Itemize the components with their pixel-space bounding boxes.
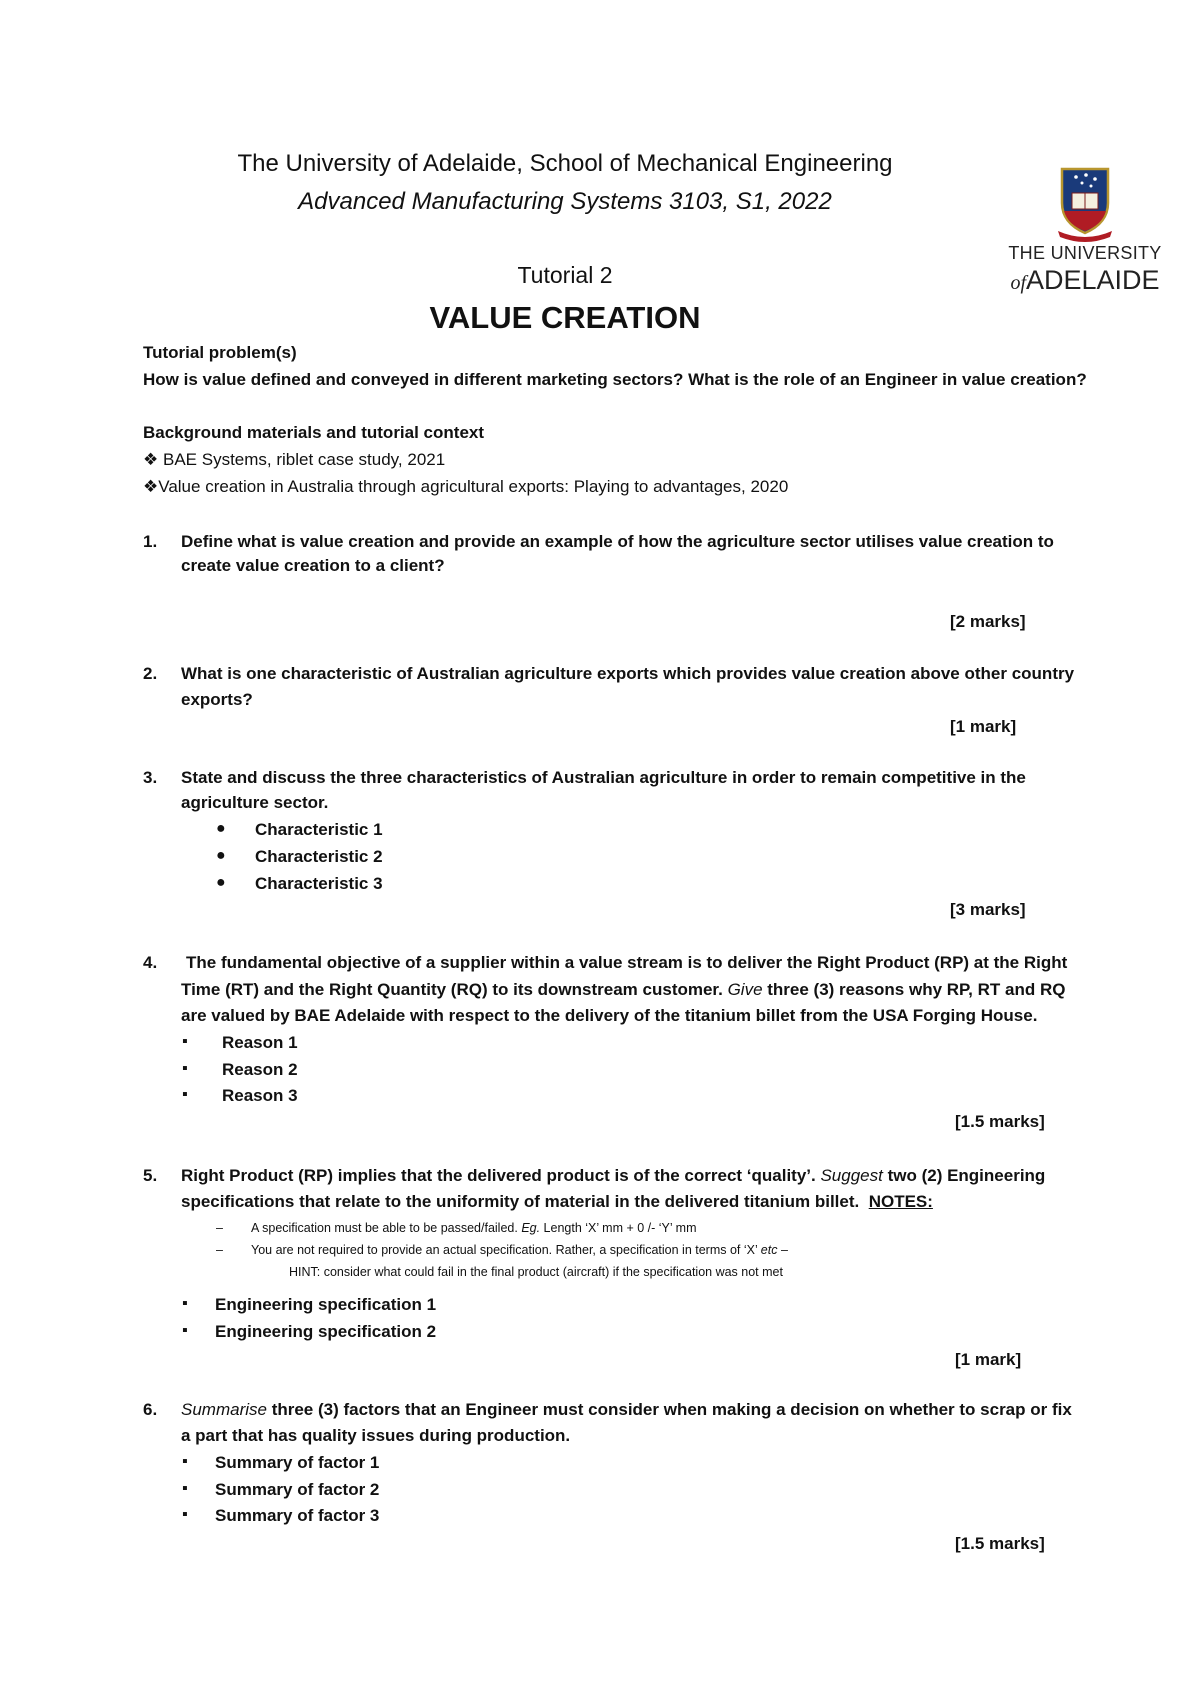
bullet-icon: ▪ [182, 1480, 188, 1497]
list-item: Characteristic 1 [255, 820, 383, 839]
question-3-line-2: agriculture sector. [181, 793, 329, 812]
text-segment: Length ‘X’ mm + 0 /- ‘Y’ mm [540, 1221, 697, 1235]
question-number: 6. [143, 1400, 158, 1419]
hint-text: HINT: consider what could fail in the final product (aircraft) if the specification was not met [289, 1265, 783, 1279]
diamond-bullet-icon: ❖ [143, 477, 159, 496]
question-number: 2. [143, 664, 158, 683]
logo-text-of: of [1010, 272, 1026, 294]
background-item-text: BAE Systems, riblet case study, 2021 [162, 450, 446, 469]
question-2-marks: [1 mark] [950, 717, 1017, 736]
list-item: Engineering specification 2 [215, 1322, 437, 1341]
list-item: Summary of factor 2 [215, 1480, 380, 1499]
question-4-line-2 [181, 980, 1065, 1000]
list-item: Reason 3 [222, 1086, 298, 1105]
question-1-line-2: create value creation to a client? [181, 556, 445, 575]
question-4-marks: [1.5 marks] [955, 1112, 1045, 1131]
question-1-marks: [2 marks] [950, 612, 1026, 631]
question-3-line-1: State and discuss the three characteristics of Australian agriculture in order to remain competitive in the [181, 768, 1026, 787]
text-segment: three (3) reasons why RP, RT and RQ [762, 980, 1066, 999]
crest-icon [1000, 165, 1170, 243]
bullet-icon: ▪ [182, 1033, 188, 1050]
text-segment: specifications that relate to the uniformity of material in the delivered titanium billet. [181, 1192, 860, 1211]
bullet-icon: ▪ [182, 1060, 188, 1077]
list-item: Reason 1 [222, 1033, 298, 1052]
question-5-marks: [1 mark] [955, 1350, 1022, 1369]
bullet-icon: ▪ [182, 1322, 188, 1339]
text-segment-italic: Summarise [181, 1400, 267, 1419]
list-item: Engineering specification 1 [215, 1295, 437, 1314]
bullet-icon: ● [216, 847, 226, 864]
university-logo [1000, 165, 1170, 295]
notes-label: NOTES: [868, 1192, 933, 1211]
question-2-line-1: What is one characteristic of Australian agriculture exports which provides value creation above other country [181, 664, 1075, 683]
question-6-marks: [1.5 marks] [955, 1534, 1045, 1553]
question-1-line-1: Define what is value creation and provide an example of how the agriculture sector utilises value creation to [181, 532, 1054, 551]
question-6-line-1 [181, 1400, 1072, 1420]
text-segment-italic: etc [760, 1243, 778, 1257]
list-item: Characteristic 2 [255, 847, 383, 866]
text-segment: Right Product (RP) implies that the delivered product is of the correct ‘quality’. [181, 1166, 821, 1185]
list-item: Reason 2 [222, 1060, 298, 1079]
background-heading: Background materials and tutorial context [143, 423, 485, 442]
question-5-line-2 [181, 1192, 933, 1212]
text-segment-italic: Eg. [521, 1221, 541, 1235]
bullet-icon: ▪ [182, 1506, 188, 1523]
question-5-line-1 [181, 1166, 1045, 1186]
question-6-line-2: a part that has quality issues during production. [181, 1426, 571, 1445]
tutorial-number: Tutorial 2 [517, 262, 613, 288]
list-item: Summary of factor 1 [215, 1453, 380, 1472]
problem-text: How is value defined and conveyed in different marketing sectors? What is the role of an Engineer in value creation? [143, 370, 1087, 389]
note-dash-icon: – [216, 1243, 223, 1257]
logo-text-adelaide: ADELAIDE [1026, 265, 1160, 295]
logo-text-line2 [1000, 265, 1170, 296]
text-segment-italic: Suggest [820, 1166, 883, 1185]
text-segment: two (2) Engineering [882, 1166, 1046, 1185]
bullet-icon: ▪ [182, 1295, 188, 1312]
question-number: 4. [143, 953, 158, 972]
question-4-line-1: The fundamental objective of a supplier within a value stream is to deliver the Right Product (RP) at the Right [186, 953, 1068, 972]
bullet-icon: ▪ [182, 1086, 188, 1103]
logo-text-line1: THE UNIVERSITY [1008, 243, 1162, 263]
list-item: Characteristic 3 [255, 874, 383, 893]
question-number: 3. [143, 768, 158, 787]
text-segment: You are not required to provide an actual specification. Rather, a specification in terms of ‘X’ [251, 1243, 761, 1257]
bullet-icon: ● [216, 874, 226, 891]
bullet-icon: ● [216, 820, 226, 837]
note-2 [251, 1243, 788, 1257]
text-segment: Time (RT) and the Right Quantity (RQ) to its downstream customer. [181, 980, 728, 999]
university-heading: The University of Adelaide, School of Mechanical Engineering [237, 150, 893, 177]
diamond-bullet-icon: ❖ [143, 450, 159, 469]
question-number: 1. [143, 532, 158, 551]
problem-heading: Tutorial problem(s) [143, 343, 297, 362]
text-segment: three (3) factors that an Engineer must consider when making a decision on whether to scrap or fix [266, 1400, 1072, 1419]
text-segment: – [777, 1243, 788, 1257]
text-segment: A specification must be able to be passed/failed. [251, 1221, 522, 1235]
question-3-marks: [3 marks] [950, 900, 1026, 919]
course-heading: Advanced Manufacturing Systems 3103, S1, 2022 [298, 188, 832, 215]
background-item [143, 477, 788, 497]
question-4-line-3: are valued by BAE Adelaide with respect to the delivery of the titanium billet from the USA Forging House. [181, 1006, 1038, 1025]
background-item-text: Value creation in Australia through agricultural exports: Playing to advantages, 2020 [158, 477, 789, 496]
text-segment-italic: Give [727, 980, 763, 999]
list-item: Summary of factor 3 [215, 1506, 380, 1525]
document-title: VALUE CREATION [429, 300, 701, 335]
note-dash-icon: – [216, 1221, 223, 1235]
question-2-line-2: exports? [181, 690, 253, 709]
bullet-icon: ▪ [182, 1453, 188, 1470]
note-1 [251, 1221, 697, 1235]
question-number: 5. [143, 1166, 158, 1185]
background-item [143, 450, 445, 470]
